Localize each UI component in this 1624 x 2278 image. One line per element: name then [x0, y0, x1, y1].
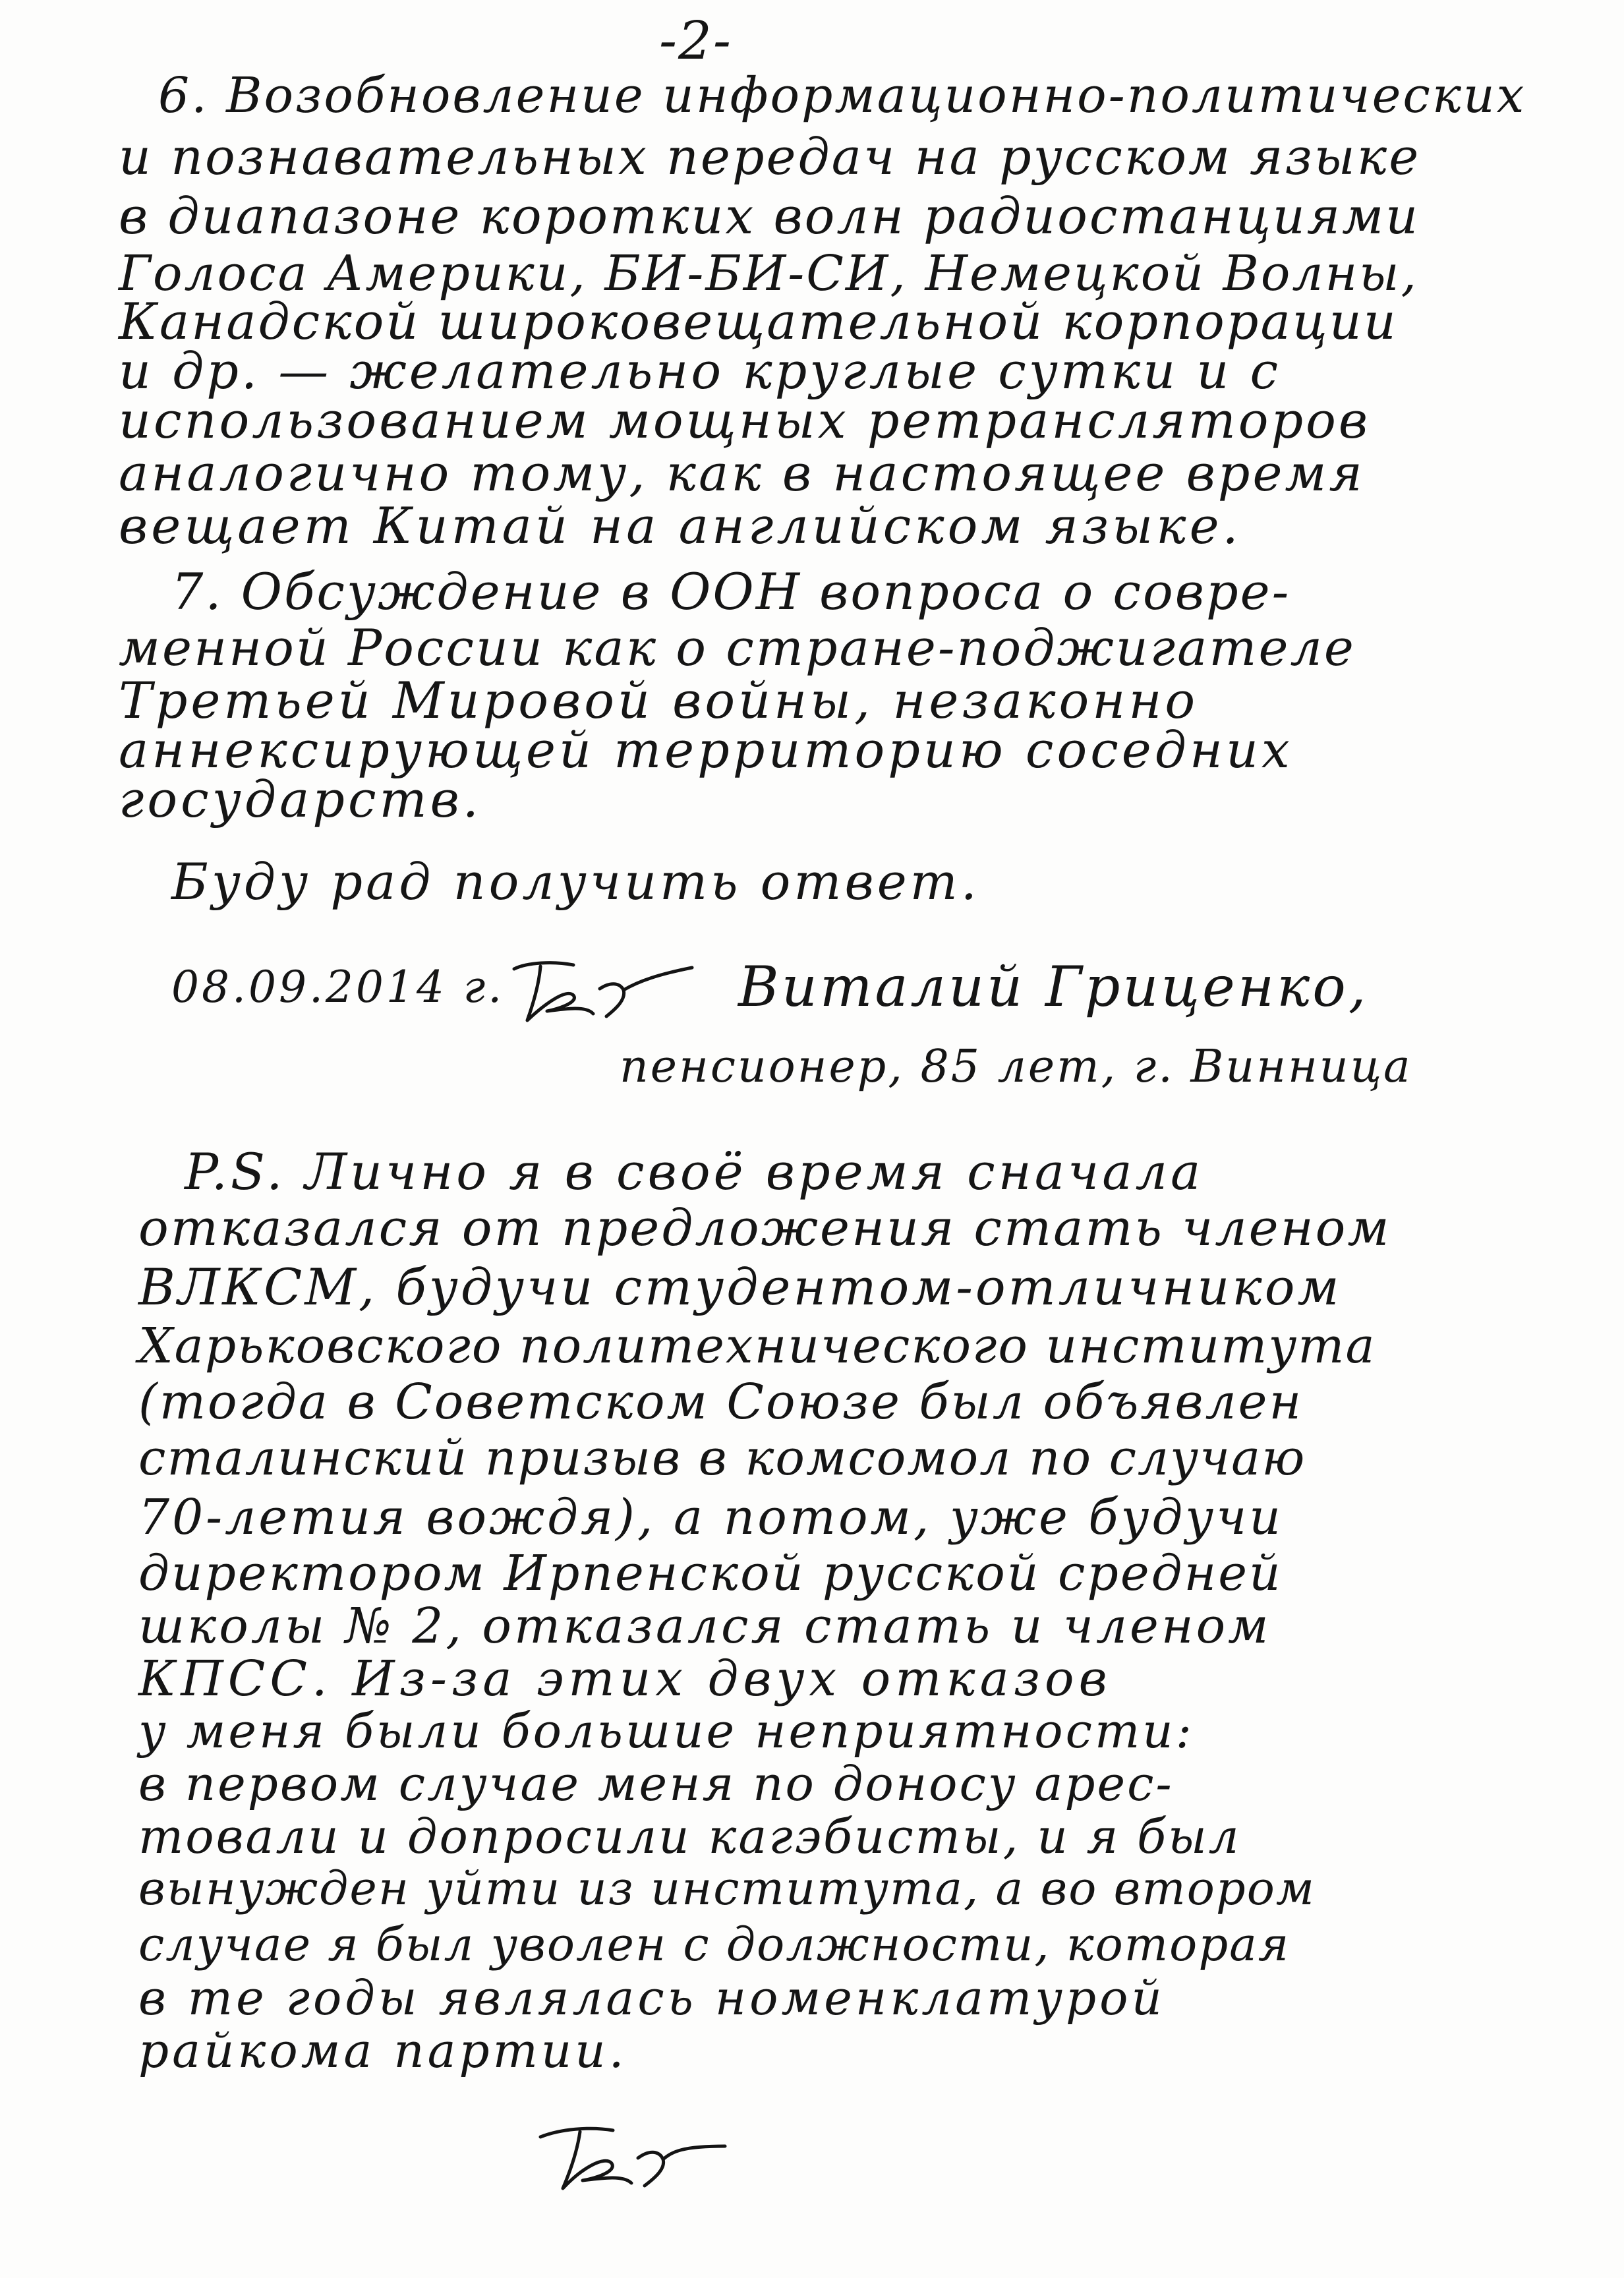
item6-line-9: вещает Китай на английском языке.	[119, 496, 1242, 555]
item7-line-3: Третьей Мировой войны, незаконно	[119, 671, 1199, 730]
author-name: Виталий Гриценко,	[738, 954, 1369, 1019]
ps-line-9: школы № 2, отказался стать и членом	[138, 1598, 1271, 1654]
postscript-signature	[527, 2096, 738, 2195]
item6-line-6: и др. — желательно круглые сутки и с	[119, 341, 1281, 400]
ps-line-13: товали и допросили кагэбисты, и я был	[138, 1809, 1241, 1864]
ps-line-7: 70-летия вождя), а потом, уже будучи	[138, 1489, 1283, 1546]
author-signature	[501, 943, 705, 1028]
item7-line-1: 7. Обсуждение в ООН вопроса о совре-	[171, 562, 1291, 621]
closing-line: Буду рад получить ответ.	[171, 852, 980, 911]
letter-date: 08.09.2014 г.	[171, 962, 505, 1012]
ps-line-3: ВЛКСМ, будучи студентом-отличником	[138, 1258, 1342, 1316]
ps-line-16: в те годы являлась номенклатурой	[138, 1970, 1165, 2026]
item7-line-4: аннексирующей территорию соседних	[119, 720, 1293, 779]
item6-line-1: 6. Возобновление информационно-политических	[158, 67, 1526, 124]
ps-line-17: райкома партии.	[138, 2023, 627, 2078]
item6-line-2: и познавательных передач на русском языке	[119, 127, 1421, 186]
item6-line-4: Голоса Америки, БИ-БИ-СИ, Немецкой Волны,	[119, 245, 1419, 302]
item6-line-5: Канадской широковещательной корпорации	[119, 292, 1398, 351]
item7-line-5: государств.	[119, 770, 482, 829]
ps-line-6: сталинский призыв в комсомол по случаю	[138, 1430, 1306, 1486]
item6-line-3: в диапазоне коротких волн радиостанциями	[119, 187, 1420, 245]
author-details: пенсионер, 85 лет, г. Винница	[620, 1041, 1412, 1093]
ps-line-1: P.S. Лично я в своё время сначала	[185, 1142, 1204, 1201]
ps-line-12: в первом случае меня по доносу арес-	[138, 1756, 1174, 1811]
ps-line-5: (тогда в Советском Союзе был объявлен	[138, 1374, 1304, 1430]
item6-line-8: аналогично тому, как в настоящее время	[119, 444, 1365, 502]
ps-line-14: вынужден уйти из института, а во втором	[138, 1861, 1316, 1915]
ps-line-2: отказался от предложения стать членом	[138, 1198, 1391, 1257]
item7-line-2: менной России как о стране-поджигателе	[119, 618, 1356, 677]
ps-line-15: случае я был уволен с должности, которая	[138, 1917, 1290, 1971]
ps-line-11: у меня были большие неприятности:	[138, 1703, 1194, 1759]
page-number: -2-	[659, 10, 732, 71]
ps-line-4: Харьковского политехнического института	[138, 1318, 1376, 1374]
item6-line-7: использованием мощных ретрансляторов	[119, 391, 1371, 450]
ps-line-10: КПСС. Из-за этих двух отказов	[138, 1650, 1112, 1707]
ps-line-8: директором Ирпенской русской средней	[138, 1545, 1283, 1602]
